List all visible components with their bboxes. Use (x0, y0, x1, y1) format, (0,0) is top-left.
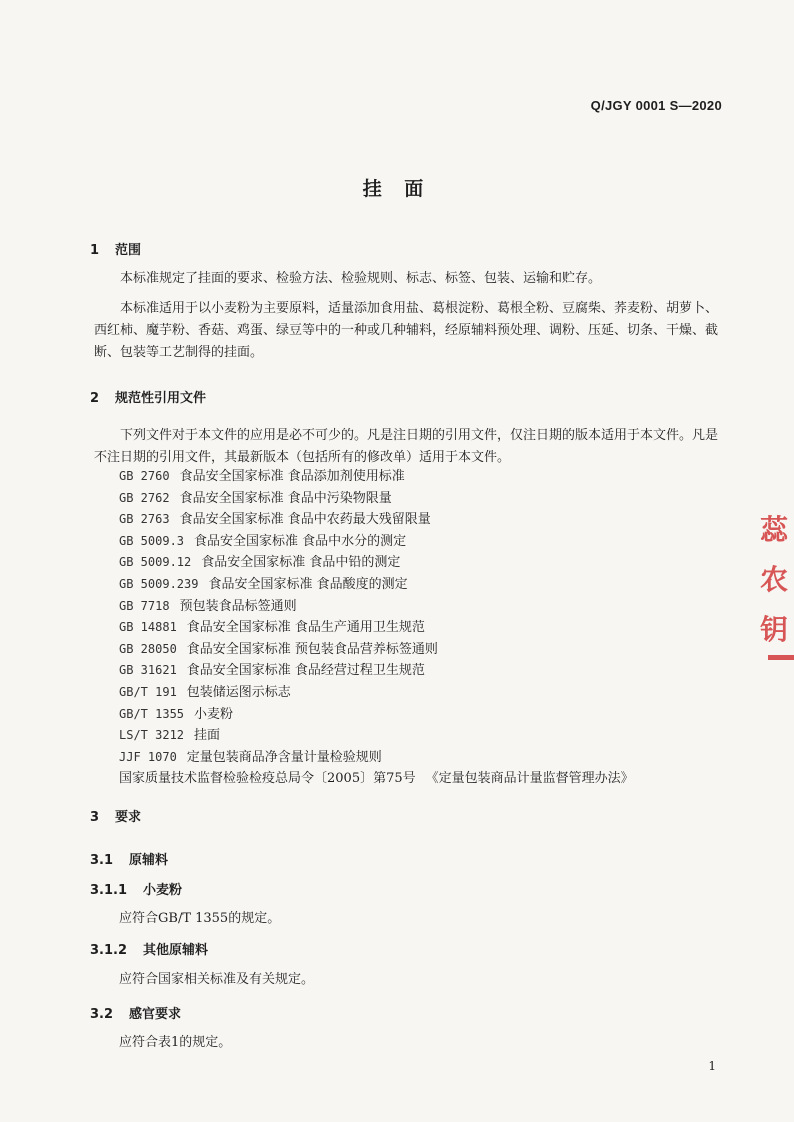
reference-code: GB 2763 (119, 512, 170, 527)
section-title: 原辅料 (129, 853, 169, 868)
reference-code: GB/T 191 (119, 684, 177, 699)
reference-item (119, 682, 634, 704)
reference-code: GB 5009.3 (119, 533, 185, 548)
reference-code: GB 28050 (119, 641, 177, 656)
reference-item (119, 509, 634, 531)
reference-code: GB 2760 (119, 469, 170, 483)
section-number: 3.1 (90, 853, 114, 868)
stamp-underline (768, 655, 794, 660)
reference-item (119, 704, 634, 726)
reference-item (119, 552, 634, 574)
section-1-heading (90, 239, 141, 258)
reference-code: GB 14881 (119, 620, 177, 635)
document-code: Q/JGY 0001 S—2020 (590, 98, 722, 113)
section-3-2-heading (90, 1003, 181, 1022)
reference-name: 《定量包装商品计量监督管理办法》 (425, 771, 634, 787)
reference-name: 预包装食品标签通则 (179, 598, 297, 614)
reference-item (119, 617, 634, 639)
section-1-para-2: 本标准适用于以小麦粉为主要原料，适量添加食用盐、葛根淀粉、葛根全粉、豆腐柴、荞麦粉、胡萝卜、西红柿、魔芋粉、香菇、鸡蛋、绿豆等中的一种或几种辅料，经原辅料预处理、调粉、压延、切条、干燥、截断、包装等工艺制得的挂面。 (94, 301, 719, 360)
section-3-1-heading (90, 849, 168, 868)
section-2-intro: 下列文件对于本文件的应用是必不可少的。凡是注日期的引用文件，仅注日期的版本适用于本文件。凡是不注日期的引用文件，其最新版本（包括所有的修改单）适用于本文件。 (94, 428, 719, 465)
reference-item (119, 531, 634, 553)
reference-code: JJF 1070 (119, 749, 177, 764)
reference-item (119, 660, 634, 682)
section-3-1-1-text: 应符合GB/T 1355的规定。 (119, 911, 281, 926)
reference-code: LS/T 3212 (119, 728, 185, 743)
reference-name: 食品安全国家标准 食品中农药最大残留限量 (179, 512, 431, 528)
reference-list (119, 466, 634, 790)
section-title: 规范性引用文件 (115, 391, 207, 406)
reference-name: 定量包装商品净含量计量检验规则 (186, 749, 382, 765)
reference-item (119, 747, 634, 769)
section-title: 要求 (115, 810, 142, 825)
reference-name: 食品安全国家标准 食品经营过程卫生规范 (186, 663, 425, 679)
section-3-2-text: 应符合表1的规定。 (119, 1035, 232, 1050)
reference-item (119, 639, 634, 661)
section-title: 小麦粉 (143, 883, 183, 898)
reference-item (119, 596, 634, 618)
stamp-char: 蕊 (760, 513, 789, 546)
section-title: 范围 (115, 243, 142, 258)
section-number: 3.1.2 (90, 943, 128, 958)
stamp-char: 农 (760, 563, 789, 596)
reference-item (119, 725, 634, 747)
reference-name: 食品安全国家标准 预包装食品营养标签通则 (186, 641, 438, 657)
stamp-char: 钥 (760, 613, 789, 646)
reference-item (119, 466, 634, 488)
reference-item (119, 574, 634, 596)
section-number: 3.2 (90, 1007, 114, 1022)
page-number: 1 (708, 1059, 716, 1073)
section-title: 其他原辅料 (143, 943, 209, 958)
reference-name: 包装储运图示标志 (186, 684, 291, 700)
reference-name: 食品安全国家标准 食品中污染物限量 (179, 490, 392, 506)
section-title: 感官要求 (129, 1007, 182, 1022)
reference-code: GB/T 1355 (119, 706, 185, 721)
section-1-para-1: 本标准规定了挂面的要求、检验方法、检验规则、标志、标签、包装、运输和贮存。 (120, 271, 602, 286)
reference-code: GB 31621 (119, 663, 177, 678)
section-3-1-2-heading (90, 939, 208, 958)
reference-name: 食品安全国家标准 食品中水分的测定 (194, 533, 407, 549)
reference-code: 国家质量技术监督检验检疫总局令〔2005〕第75号 (119, 771, 416, 787)
section-3-1-1-heading (90, 879, 182, 898)
reference-name: 挂面 (194, 728, 221, 744)
reference-name: 食品安全国家标准 食品中铅的测定 (201, 555, 401, 571)
reference-item (119, 768, 634, 790)
section-number: 1 (90, 243, 100, 258)
section-3-heading (90, 806, 141, 825)
reference-code: GB 5009.12 (119, 555, 192, 570)
section-number: 3.1.1 (90, 883, 128, 898)
section-3-1-2-text: 应符合国家相关标准及有关规定。 (119, 972, 315, 987)
reference-code: GB 7718 (119, 598, 170, 613)
reference-name: 小麦粉 (194, 706, 234, 722)
reference-name: 食品安全国家标准 食品添加剂使用标准 (179, 469, 405, 484)
document-title: 挂 面 (362, 178, 432, 200)
reference-name: 食品安全国家标准 食品酸度的测定 (208, 576, 408, 592)
reference-code: GB 5009.239 (119, 576, 199, 591)
reference-code: GB 2762 (119, 490, 170, 505)
seal-stamp (760, 505, 794, 670)
reference-item (119, 488, 634, 510)
section-number: 2 (90, 391, 100, 406)
section-2-heading (90, 387, 206, 406)
section-number: 3 (90, 810, 100, 825)
reference-name: 食品安全国家标准 食品生产通用卫生规范 (186, 620, 425, 636)
